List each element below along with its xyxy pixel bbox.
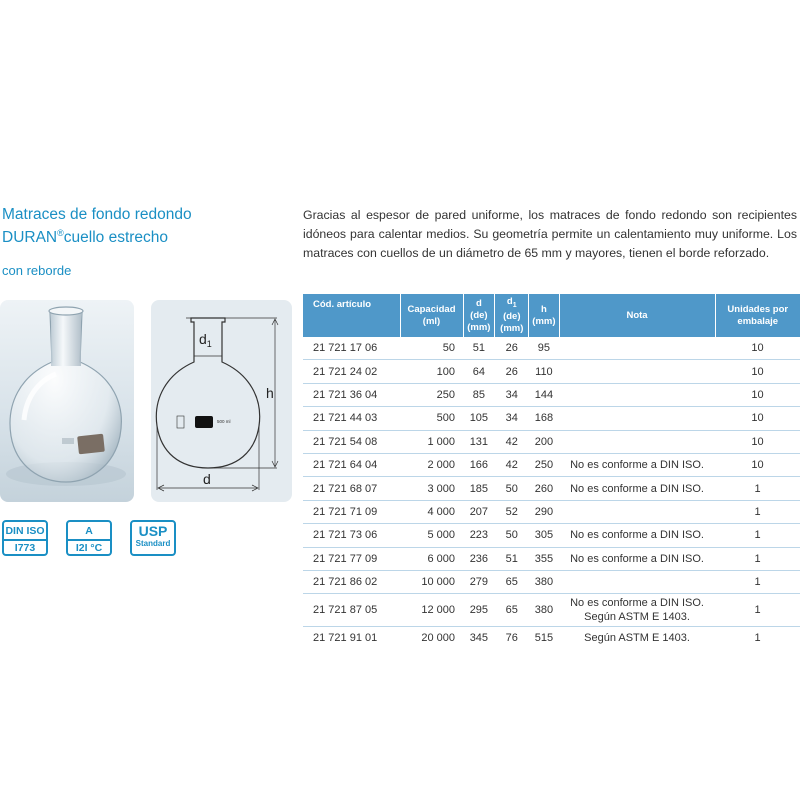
cell-note (559, 383, 715, 406)
cell-capacity: 250 (400, 383, 463, 406)
cell-note: Según ASTM E 1403. (584, 632, 690, 645)
cell-d1: 65 (495, 570, 529, 593)
header-code: Cód. artículo (303, 294, 400, 337)
usp-badge-line1: USP (138, 523, 168, 539)
cell-h: 144 (529, 383, 559, 406)
cell-units: 10 (715, 337, 800, 360)
table-row (303, 337, 800, 360)
cell-units: 1 (715, 570, 800, 593)
flask-photo-image (0, 300, 134, 502)
cell-h: 515 (534, 632, 554, 645)
header-capacity: Capacidad (ml) (400, 294, 463, 337)
din-iso-badge-line2: I773 (14, 542, 36, 554)
autoclave-badge-line2: I2I °C (75, 542, 103, 554)
cell-d1: 76 (505, 632, 518, 645)
cell-code: 21 721 54 08 (303, 430, 400, 453)
header-note: Nota (559, 294, 715, 337)
cell-code: 21 721 44 03 (303, 407, 400, 430)
cell-d1: 51 (495, 547, 529, 570)
brand-name: DURAN (2, 229, 58, 247)
table-body (303, 337, 800, 650)
cell-h: 380 (529, 570, 559, 593)
cell-d: 64 (463, 360, 495, 383)
product-title-line2 (2, 224, 292, 247)
cell-d: 185 (463, 477, 495, 500)
table-row (303, 360, 800, 383)
cell-capacity: 2 000 (400, 453, 463, 476)
cell-d1: 50 (495, 524, 529, 547)
header-h: h (mm) (529, 294, 559, 337)
cell-d: 131 (463, 430, 495, 453)
cell-h: 260 (529, 477, 559, 500)
cell-note (559, 360, 715, 383)
product-title-line1: Matraces de fondo redondo (2, 206, 192, 223)
cell-units: 1 (754, 632, 761, 645)
cell-code: 21 721 68 07 (303, 477, 400, 500)
flask-diagram (151, 300, 292, 502)
table-row (303, 547, 800, 570)
table-row (303, 594, 800, 627)
product-description: Gracias al espesor de pared uniforme, los matraces de fondo redondo son recipientes idóneos para calentar medios. Su geometría permite un calentamiento muy uniforme. Los matraces con cuellos de un diámetro de 65 mm y mayores, tienen el borde reforzado. (303, 208, 797, 260)
cell-h: 200 (529, 430, 559, 453)
cell-units: 10 (715, 383, 800, 406)
cell-units: 1 (715, 547, 800, 570)
cell-code: 21 721 24 02 (303, 360, 400, 383)
cell-d1: 50 (495, 477, 529, 500)
cell-h: 305 (529, 524, 559, 547)
cell-note (559, 430, 715, 453)
header-d1: $d_1$ (de) (mm) (495, 294, 529, 337)
cell-units: 1 (715, 524, 800, 547)
cell-capacity: 50 (400, 337, 463, 360)
cell-note: No es conforme a DIN ISO. (559, 524, 715, 547)
cell-h: 355 (529, 547, 559, 570)
table-row (303, 500, 800, 523)
cell-note (559, 337, 715, 360)
cell-h: 290 (529, 500, 559, 523)
cell-h: 110 (529, 360, 559, 383)
cell-units: 10 (715, 360, 800, 383)
table-row (303, 430, 800, 453)
cell-d: 295 (463, 594, 495, 627)
cell-d1: 26 (495, 360, 529, 383)
cell-d: 105 (463, 407, 495, 430)
din-iso-badge (2, 520, 48, 556)
cell-capacity: 10 000 (400, 570, 463, 593)
cell-h: 168 (529, 407, 559, 430)
cell-capacity: 100 (400, 360, 463, 383)
din-iso-badge-line1: DIN ISO (4, 524, 46, 541)
cell-code: 21 721 77 09 (303, 547, 400, 570)
cell-d1: 42 (495, 430, 529, 453)
usp-badge (130, 520, 176, 556)
cell-d1: 26 (495, 337, 529, 360)
cell-code: 21 721 73 06 (303, 524, 400, 547)
cell-code: 21 721 71 09 (303, 500, 400, 523)
cell-code: 21 721 87 05 (303, 594, 400, 627)
cell-d1: 52 (495, 500, 529, 523)
table-row (303, 524, 800, 547)
d1-label: $d_1$ (199, 331, 212, 349)
cell-units: 1 (715, 477, 800, 500)
cell-d: 236 (463, 547, 495, 570)
cell-note: No es conforme a DIN ISO. (559, 477, 715, 500)
cell-capacity: 12 000 (400, 594, 463, 627)
flask-label-box (195, 416, 213, 428)
cell-note (559, 570, 715, 593)
product-subtitle: con reborde (2, 263, 72, 278)
cell-capacity: 5 000 (400, 524, 463, 547)
cell-d1: 42 (495, 453, 529, 476)
table-row (303, 570, 800, 593)
cell-h: 250 (529, 453, 559, 476)
table-row (303, 407, 800, 430)
table-header-row (303, 294, 800, 337)
cell-code: 21 721 64 04 (303, 453, 400, 476)
cell-capacity: 6 000 (400, 547, 463, 570)
cell-d: 223 (463, 524, 495, 547)
cell-d: 345 (469, 632, 489, 645)
cell-code: 21 721 86 02 (303, 570, 400, 593)
cell-d: 51 (463, 337, 495, 360)
cell-d1: 65 (495, 594, 529, 627)
cell-note (559, 407, 715, 430)
product-photo (0, 300, 134, 502)
cell-units: 10 (715, 407, 800, 430)
cell-d: 279 (463, 570, 495, 593)
cell-capacity: 3 000 (400, 477, 463, 500)
cell-capacity: 1 000 (400, 430, 463, 453)
table-row (303, 627, 800, 650)
cell-units: 10 (715, 430, 800, 453)
usp-badge-line2: Standard (135, 539, 171, 548)
specification-table (303, 294, 800, 650)
autoclave-badge (66, 520, 112, 556)
cell-units: 1 (715, 594, 800, 627)
cell-h: 380 (529, 594, 559, 627)
table-row (303, 383, 800, 406)
table-row (303, 453, 800, 476)
cell-capacity: 4 000 (400, 500, 463, 523)
table-row (303, 477, 800, 500)
autoclave-badge-line1: A (68, 524, 110, 541)
cell-d: 85 (463, 383, 495, 406)
cell-note: No es conforme a DIN ISO. (559, 547, 715, 570)
cell-code: 21 721 91 01 (313, 632, 378, 645)
cell-d1: 34 (495, 407, 529, 430)
cell-h: 95 (529, 337, 559, 360)
cell-note: No es conforme a DIN ISO. (559, 453, 715, 476)
flask-marking: 500 ml (217, 419, 231, 424)
cell-code: 21 721 36 04 (303, 383, 400, 406)
registered-mark: ® (57, 228, 64, 238)
cell-note: No es conforme a DIN ISO. Según ASTM E 1403. (559, 594, 715, 627)
cell-capacity: 500 (400, 407, 463, 430)
cell-d: 207 (463, 500, 495, 523)
product-title-rest: cuello estrecho (63, 229, 169, 247)
header-units: Unidades por embalaje (715, 294, 800, 337)
cell-units: 10 (715, 453, 800, 476)
cell-note (559, 500, 715, 523)
cell-units: 1 (715, 500, 800, 523)
d-label: d (203, 471, 211, 487)
product-title (2, 206, 292, 247)
technical-drawing (151, 300, 292, 502)
cell-code: 21 721 17 06 (303, 337, 400, 360)
header-d: d (de) (mm) (463, 294, 495, 337)
h-label: h (266, 385, 274, 401)
cell-d: 166 (463, 453, 495, 476)
cell-capacity: 20 000 (421, 632, 455, 645)
cell-d1: 34 (495, 383, 529, 406)
